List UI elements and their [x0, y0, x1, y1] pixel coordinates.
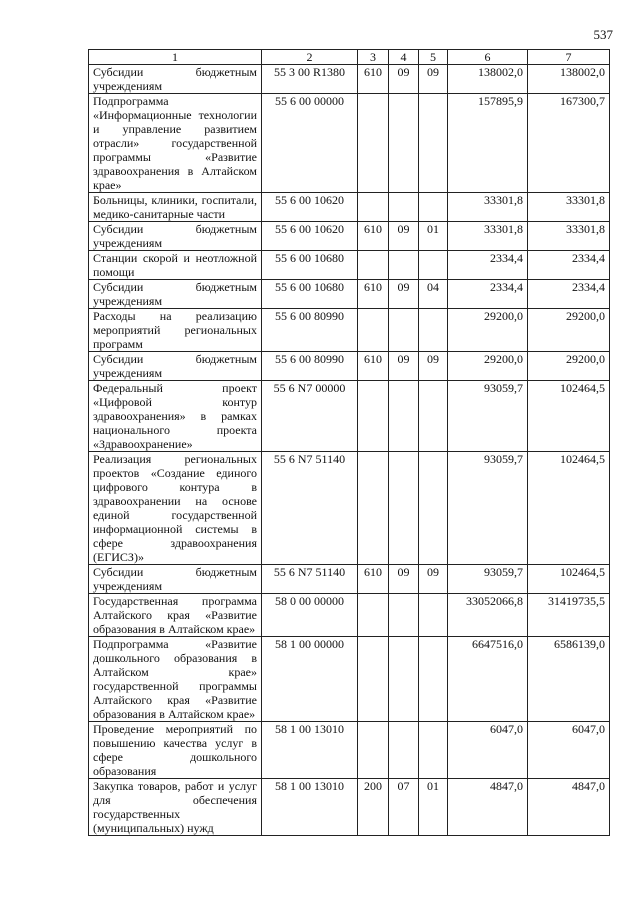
row-name-cell: Субсидии бюджетным учреждениям — [89, 65, 262, 94]
row-value-2-cell: 33301,8 — [528, 222, 610, 251]
row-code-cell: 58 0 00 00000 — [262, 594, 358, 637]
row-value-2-cell: 33301,8 — [528, 193, 610, 222]
row-subsection-cell: 01 — [419, 779, 448, 836]
row-value-2-cell: 2334,4 — [528, 280, 610, 309]
row-value-2-cell: 31419735,5 — [528, 594, 610, 637]
table-row — [89, 309, 610, 352]
column-header: 4 — [389, 50, 419, 65]
row-value-1-cell: 29200,0 — [448, 352, 528, 381]
row-section-cell — [389, 94, 419, 193]
row-expense-type-cell — [358, 193, 389, 222]
row-section-cell: 09 — [389, 565, 419, 594]
table-row — [89, 193, 610, 222]
table-row — [89, 637, 610, 722]
row-subsection-cell — [419, 452, 448, 565]
row-subsection-cell — [419, 381, 448, 452]
row-code-cell: 55 3 00 R1380 — [262, 65, 358, 94]
row-value-2-cell: 4847,0 — [528, 779, 610, 836]
table-row — [89, 594, 610, 637]
row-name-cell: Станции скорой и неотложной помощи — [89, 251, 262, 280]
row-code-cell: 55 6 00 80990 — [262, 309, 358, 352]
row-expense-type-cell: 610 — [358, 65, 389, 94]
row-section-cell: 09 — [389, 65, 419, 94]
row-section-cell: 09 — [389, 352, 419, 381]
row-value-2-cell: 167300,7 — [528, 94, 610, 193]
row-value-2-cell: 6047,0 — [528, 722, 610, 779]
row-section-cell: 09 — [389, 222, 419, 251]
row-subsection-cell: 09 — [419, 565, 448, 594]
row-value-1-cell: 138002,0 — [448, 65, 528, 94]
row-value-2-cell: 29200,0 — [528, 309, 610, 352]
row-subsection-cell — [419, 193, 448, 222]
row-expense-type-cell: 610 — [358, 280, 389, 309]
table-body — [89, 65, 610, 836]
row-expense-type-cell — [358, 381, 389, 452]
table-header-row — [89, 50, 610, 65]
row-value-1-cell: 157895,9 — [448, 94, 528, 193]
row-subsection-cell — [419, 722, 448, 779]
row-value-1-cell: 33301,8 — [448, 222, 528, 251]
row-expense-type-cell — [358, 594, 389, 637]
row-subsection-cell: 09 — [419, 352, 448, 381]
row-name-cell: Субсидии бюджетным учреждениям — [89, 222, 262, 251]
row-code-cell: 55 6 N7 00000 — [262, 381, 358, 452]
row-section-cell: 09 — [389, 280, 419, 309]
row-value-1-cell: 33301,8 — [448, 193, 528, 222]
row-subsection-cell — [419, 251, 448, 280]
table-row — [89, 722, 610, 779]
row-value-2-cell: 29200,0 — [528, 352, 610, 381]
row-name-cell: Государственная программа Алтайского края «Развитие образования в Алтайском крае» — [89, 594, 262, 637]
row-value-1-cell: 2334,4 — [448, 280, 528, 309]
row-subsection-cell — [419, 637, 448, 722]
row-code-cell: 55 6 00 80990 — [262, 352, 358, 381]
row-section-cell — [389, 309, 419, 352]
row-code-cell: 55 6 00 10620 — [262, 193, 358, 222]
row-value-2-cell: 138002,0 — [528, 65, 610, 94]
row-name-cell: Подпрограмма «Информационные технологии и управление развитием отрасли» государственной программы «Развитие здравоохранения в Алтайском крае» — [89, 94, 262, 193]
row-code-cell: 55 6 N7 51140 — [262, 565, 358, 594]
table-row — [89, 94, 610, 193]
row-value-2-cell: 6586139,0 — [528, 637, 610, 722]
row-expense-type-cell — [358, 637, 389, 722]
row-name-cell: Расходы на реализацию мероприятий региональных программ — [89, 309, 262, 352]
row-expense-type-cell — [358, 722, 389, 779]
row-section-cell — [389, 193, 419, 222]
row-subsection-cell: 04 — [419, 280, 448, 309]
row-subsection-cell: 01 — [419, 222, 448, 251]
table-row — [89, 352, 610, 381]
row-subsection-cell — [419, 309, 448, 352]
column-header: 5 — [419, 50, 448, 65]
row-name-cell: Подпрограмма «Развитие дошкольного образования в Алтайском крае» государственной программы Алтайского края «Развитие образования в Алтайском крае» — [89, 637, 262, 722]
row-section-cell: 07 — [389, 779, 419, 836]
column-header: 1 — [89, 50, 262, 65]
row-section-cell — [389, 251, 419, 280]
row-value-1-cell: 93059,7 — [448, 565, 528, 594]
row-code-cell: 58 1 00 13010 — [262, 722, 358, 779]
table-row — [89, 222, 610, 251]
table-row — [89, 565, 610, 594]
row-name-cell: Больницы, клиники, госпитали, медико-санитарные части — [89, 193, 262, 222]
row-expense-type-cell — [358, 309, 389, 352]
row-section-cell — [389, 637, 419, 722]
budget-table — [88, 49, 610, 836]
row-code-cell: 55 6 N7 51140 — [262, 452, 358, 565]
column-header: 3 — [358, 50, 389, 65]
row-name-cell: Проведение мероприятий по повышению качества услуг в сфере дошкольного образования — [89, 722, 262, 779]
row-name-cell: Субсидии бюджетным учреждениям — [89, 352, 262, 381]
row-value-2-cell: 102464,5 — [528, 381, 610, 452]
row-expense-type-cell — [358, 452, 389, 565]
column-header: 6 — [448, 50, 528, 65]
row-code-cell: 55 6 00 10680 — [262, 251, 358, 280]
row-expense-type-cell: 610 — [358, 352, 389, 381]
row-name-cell: Субсидии бюджетным учреждениям — [89, 280, 262, 309]
row-value-1-cell: 29200,0 — [448, 309, 528, 352]
row-expense-type-cell — [358, 251, 389, 280]
row-code-cell: 55 6 00 10680 — [262, 280, 358, 309]
row-expense-type-cell — [358, 94, 389, 193]
row-expense-type-cell: 610 — [358, 222, 389, 251]
row-name-cell: Федеральный проект «Цифровой контур здравоохранения» в рамках национального проекта «Здравоохранение» — [89, 381, 262, 452]
table-row — [89, 452, 610, 565]
row-value-1-cell: 33052066,8 — [448, 594, 528, 637]
row-code-cell: 55 6 00 10620 — [262, 222, 358, 251]
row-value-1-cell: 93059,7 — [448, 452, 528, 565]
row-name-cell: Субсидии бюджетным учреждениям — [89, 565, 262, 594]
row-section-cell — [389, 381, 419, 452]
row-value-2-cell: 2334,4 — [528, 251, 610, 280]
row-section-cell — [389, 594, 419, 637]
row-name-cell: Закупка товаров, работ и услуг для обеспечения государственных (муниципальных) нужд — [89, 779, 262, 836]
row-value-1-cell: 2334,4 — [448, 251, 528, 280]
row-subsection-cell — [419, 594, 448, 637]
row-value-1-cell: 93059,7 — [448, 381, 528, 452]
table-row — [89, 280, 610, 309]
page-number: 537 — [593, 27, 613, 42]
row-value-1-cell: 4847,0 — [448, 779, 528, 836]
row-code-cell: 58 1 00 00000 — [262, 637, 358, 722]
row-value-2-cell: 102464,5 — [528, 452, 610, 565]
row-value-1-cell: 6647516,0 — [448, 637, 528, 722]
row-expense-type-cell: 200 — [358, 779, 389, 836]
row-code-cell: 55 6 00 00000 — [262, 94, 358, 193]
row-subsection-cell — [419, 94, 448, 193]
row-section-cell — [389, 722, 419, 779]
row-name-cell: Реализация региональных проектов «Создание единого цифрового контура в здравоохранении на основе единой государственной информационной системы в сфере здравоохранения (ЕГИСЗ)» — [89, 452, 262, 565]
table-row — [89, 251, 610, 280]
row-section-cell — [389, 452, 419, 565]
table-row — [89, 381, 610, 452]
row-expense-type-cell: 610 — [358, 565, 389, 594]
row-value-2-cell: 102464,5 — [528, 565, 610, 594]
column-header: 2 — [262, 50, 358, 65]
table-row — [89, 779, 610, 836]
row-value-1-cell: 6047,0 — [448, 722, 528, 779]
row-subsection-cell: 09 — [419, 65, 448, 94]
row-code-cell: 58 1 00 13010 — [262, 779, 358, 836]
table-row — [89, 65, 610, 94]
column-header: 7 — [528, 50, 610, 65]
